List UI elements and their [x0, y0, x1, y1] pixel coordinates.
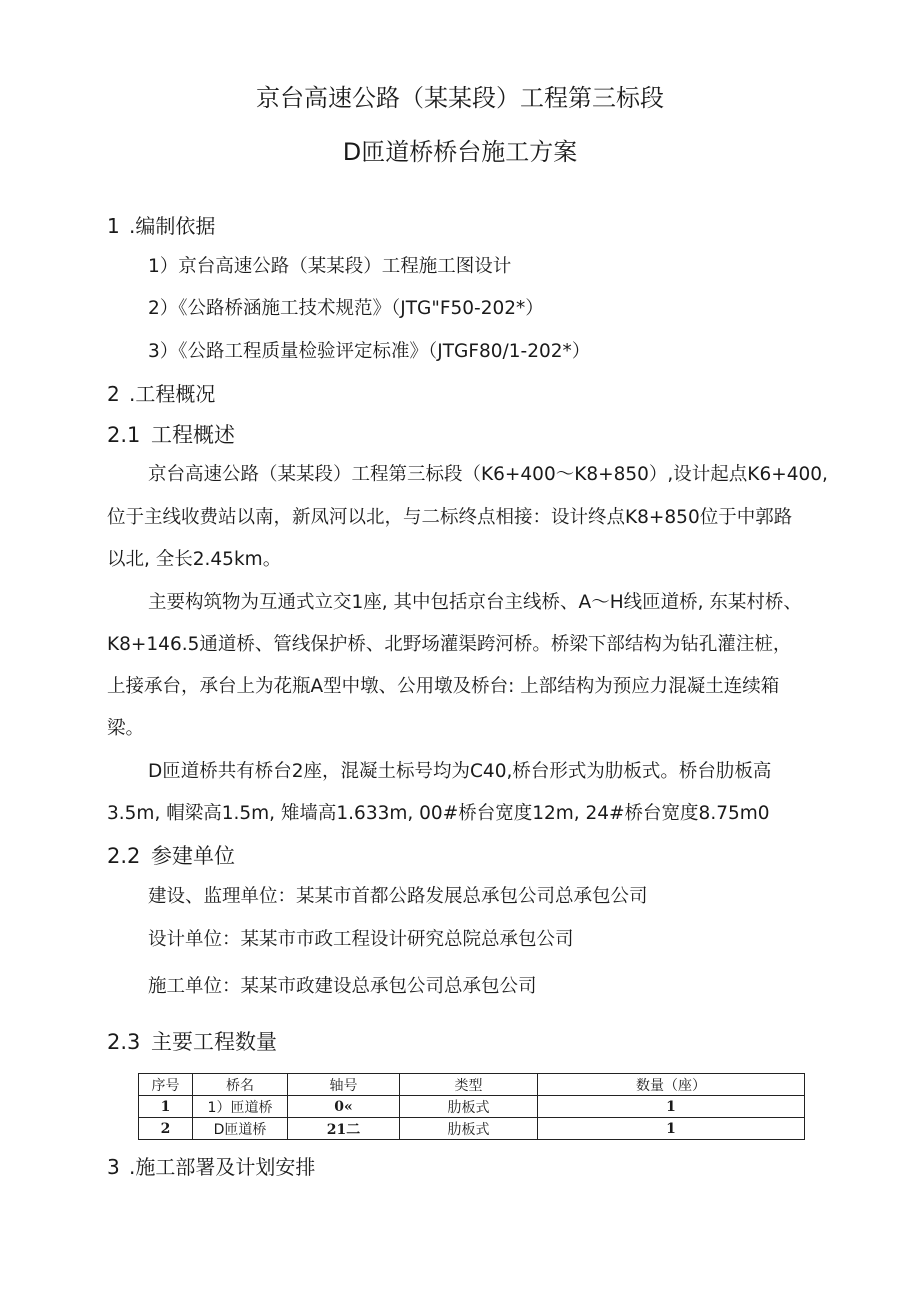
- overview-para-1-line-2: 位于主线收费站以南，新凤河以北，与二标终点相接：设计终点K8+850位于中郭路: [107, 507, 793, 528]
- section-number: 2.2: [107, 844, 141, 868]
- overview-para-2-line-2: K8+146.5通道桥、管线保护桥、北野场灌渠跨河桥。桥梁下部结构为钻孔灌注桩，: [107, 634, 792, 655]
- section-title: 主要工程数量: [151, 1030, 277, 1054]
- column-header-type: 类型: [400, 1074, 538, 1096]
- overview-para-2-line-4: 梁。: [107, 718, 145, 739]
- section-number: 2: [107, 382, 120, 406]
- column-header-quantity: 数量（座）: [538, 1074, 805, 1096]
- section-number: 2.3: [107, 1030, 141, 1054]
- cell-index: 2: [139, 1118, 193, 1140]
- cell-type: 肋板式: [400, 1118, 538, 1140]
- subsection-2-1-heading: [107, 425, 235, 446]
- doc-title-line-1: 京台高速公路（某某段）工程第三标段: [256, 84, 664, 112]
- cell-type: 肋板式: [400, 1096, 538, 1118]
- subsection-2-2-heading: [107, 846, 235, 867]
- section-2-heading: [107, 384, 215, 404]
- section-1-heading: [107, 216, 215, 236]
- reference-item-3: 3）《公路工程质量检验评定标准》（JTGF80/1-202*）: [148, 341, 591, 362]
- section-title: .施工部署及计划安排: [129, 1155, 316, 1179]
- reference-item-2: 2）《公路桥涵施工技术规范》（JTG"F50-202*）: [148, 298, 544, 319]
- overview-para-3-line-2: 3.5m, 帽梁高1.5m, 雉墙高1.633m, 00#桥台宽度12m, 24#桥台宽度8.75m0: [107, 803, 770, 824]
- cell-index: 1: [139, 1096, 193, 1118]
- participant-contractor: 施工单位：某某市政建设总承包公司总承包公司: [148, 976, 537, 997]
- section-3-heading: [107, 1157, 315, 1177]
- table-header-row: [139, 1074, 805, 1096]
- cell-quantity: 1: [538, 1096, 805, 1118]
- overview-para-1-line-1: 京台高速公路（某某段）工程第三标段（K6+400～K8+850）,设计起点K6+400,: [148, 464, 828, 485]
- section-number: 2.1: [107, 423, 141, 447]
- section-number: 1: [107, 214, 120, 238]
- reference-item-1: 1）京台高速公路（某某段）工程施工图设计: [148, 256, 512, 277]
- doc-title-line-2: D匝道桥桥台施工方案: [342, 138, 578, 166]
- cell-axis: 0«: [288, 1096, 400, 1118]
- section-title: .工程概况: [129, 382, 216, 406]
- cell-bridge: D匝道桥: [193, 1118, 288, 1140]
- cell-bridge: 1）匝道桥: [193, 1096, 288, 1118]
- overview-para-2-line-3: 上接承台，承台上为花瓶A型中墩、公用墩及桥台: 上部结构为预应力混凝土连续箱: [107, 676, 780, 697]
- participant-owner-supervisor: 建设、监理单位：某某市首都公路发展总承包公司总承包公司: [148, 886, 648, 907]
- overview-para-2-line-1: 主要构筑物为互通式立交1座, 其中包括京台主线桥、A～H线匝道桥, 东某村桥、: [148, 592, 802, 613]
- overview-para-3-line-1: D匝道桥共有桥台2座，混凝土标号均为C40,桥台形式为肋板式。桥台肋板高: [148, 761, 772, 782]
- section-title: 工程概述: [151, 423, 235, 447]
- cell-axis: 21二: [288, 1118, 400, 1140]
- section-number: 3: [107, 1155, 120, 1179]
- section-title: 参建单位: [151, 844, 235, 868]
- cell-quantity: 1: [538, 1118, 805, 1140]
- column-header-index: 序号: [139, 1074, 193, 1096]
- participant-designer: 设计单位：某某市市政工程设计研究总院总承包公司: [148, 929, 574, 950]
- table-row: [139, 1096, 805, 1118]
- column-header-bridge: 桥名: [193, 1074, 288, 1096]
- section-title: .编制依据: [129, 214, 216, 238]
- overview-para-1-line-3: 以北, 全长2.45km。: [107, 549, 282, 570]
- quantity-table: [138, 1073, 805, 1140]
- table-row: [139, 1118, 805, 1140]
- column-header-axis: 轴号: [288, 1074, 400, 1096]
- subsection-2-3-heading: [107, 1032, 277, 1053]
